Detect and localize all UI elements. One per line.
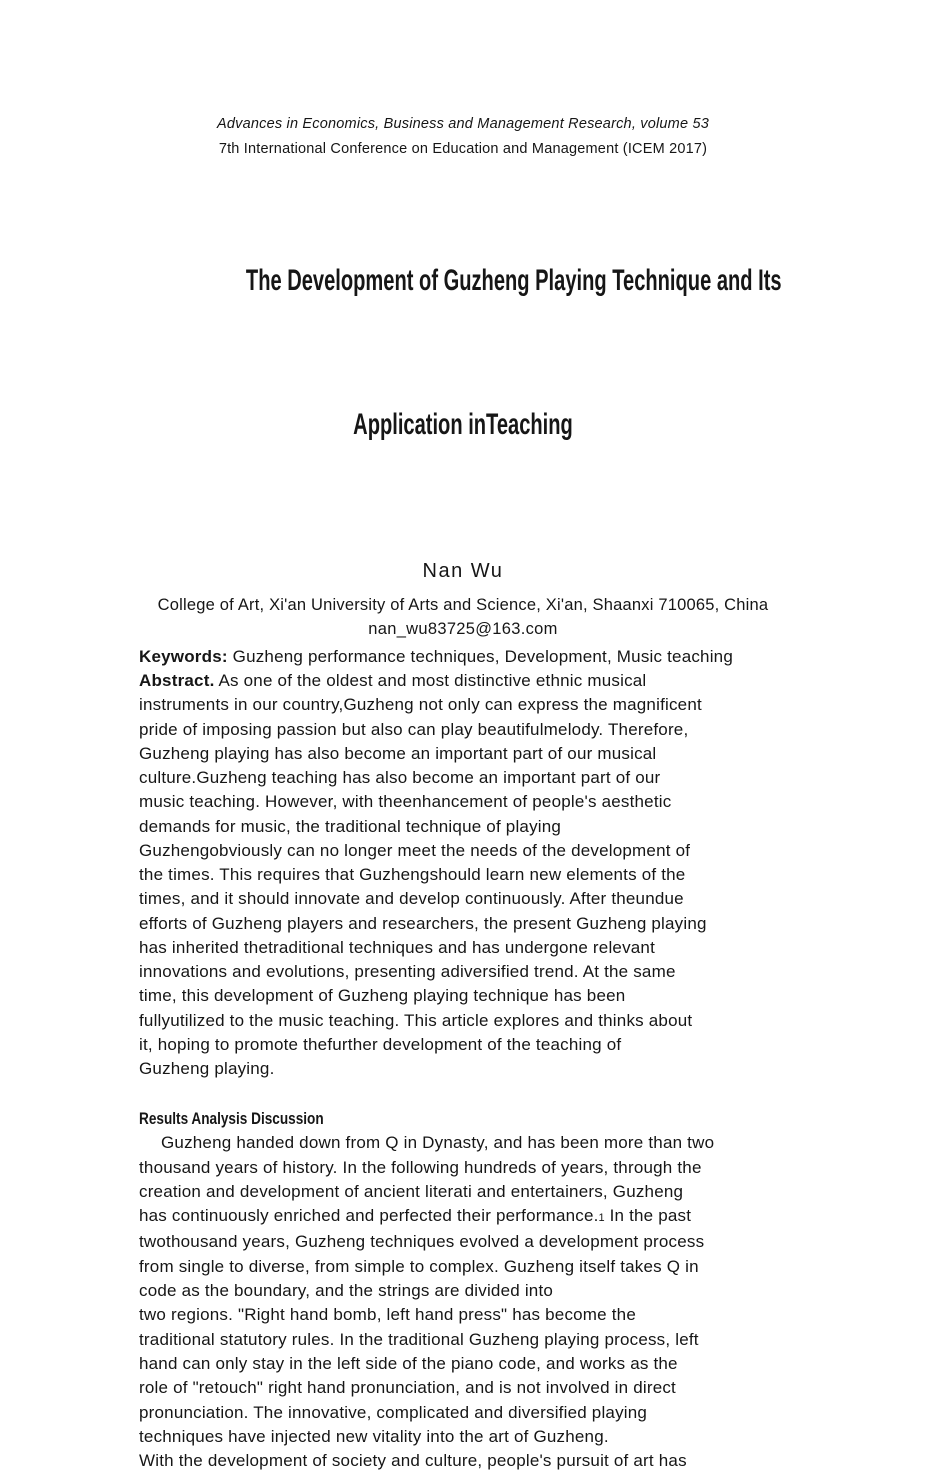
text-line: two regions. "Right hand bomb, left hand press" has become the xyxy=(139,1305,636,1325)
footnote-line-pre: has continuously enriched and perfected their performance. xyxy=(139,1206,599,1226)
footnote-marker: 1 xyxy=(598,1212,605,1225)
content-column xyxy=(139,112,787,1473)
text-line: Guzhengobviously can no longer meet the needs of the development of xyxy=(139,840,691,860)
text-line: time, this development of Guzheng playing technique has been xyxy=(139,986,626,1006)
text-line: thousand years of history. In the following hundreds of years, through the xyxy=(139,1157,702,1177)
body-paragraph xyxy=(139,1131,787,1473)
author-email: nan_wu83725@163.com xyxy=(368,620,558,638)
text-line: code as the boundary, and the strings are divided into xyxy=(139,1281,554,1301)
text-line: Guzheng playing has also become an important part of our musical xyxy=(139,743,657,763)
journal-series-line: Advances in Economics, Business and Management Research, volume 53 xyxy=(217,116,709,132)
abstract-first-line-text: As one of the oldest and most distinctive ethnic musical xyxy=(214,671,647,690)
text-line: it, hoping to promote thefurther development of the teaching of xyxy=(139,1034,622,1054)
paper-title-line1: The Development of Guzheng Playing Technique and Its xyxy=(245,264,782,297)
text-line: creation and development of ancient literati and entertainers, Guzheng xyxy=(139,1181,684,1201)
text-line: pronunciation. The innovative, complicated and diversified playing xyxy=(139,1402,648,1422)
text-line: Guzheng handed down from Q in Dynasty, and has been more than two xyxy=(161,1133,715,1153)
paper-page xyxy=(0,112,926,1471)
paper-title-line2: Application inTeaching xyxy=(353,408,573,441)
text-line: role of "retouch" right hand pronunciation, and is not involved in direct xyxy=(139,1378,676,1398)
text-line: pride of imposing passion but also can play beautifulmelody. Therefore, xyxy=(139,719,689,739)
text-line: has inherited thetraditional techniques and has undergone relevant xyxy=(139,937,656,957)
text-line: culture.Guzheng teaching has also become an important part of our xyxy=(139,768,661,787)
text-line: times, and it should innovate and develop continuously. After theundue xyxy=(139,889,684,909)
text-line: innovations and evolutions, presenting adiversified trend. At the same xyxy=(139,962,676,981)
text-line: traditional statutory rules. In the traditional Guzheng playing process, left xyxy=(139,1329,699,1349)
conference-line: 7th International Conference on Education and Management (ICEM 2017) xyxy=(218,140,708,157)
text-line: efforts of Guzheng players and researchers, the present Guzheng playing xyxy=(139,913,707,933)
paper-title xyxy=(139,161,787,545)
text-line: Guzheng playing. xyxy=(139,1059,275,1078)
keywords-label: Keywords: xyxy=(139,647,228,666)
keywords-text: Guzheng performance techniques, Development, Music teaching xyxy=(227,647,733,666)
text-line: the times. This requires that Guzhengshould learn new elements of the xyxy=(139,865,686,884)
text-line: from single to diverse, from simple to complex. Guzheng itself takes Q in xyxy=(139,1256,699,1276)
author-affiliation: College of Art, Xi'an University of Arts and Science, Xi'an, Shaanxi 710065, China xyxy=(157,596,769,614)
text-line: demands for music, the traditional technique of playing xyxy=(139,816,562,836)
text-line: fullyutilized to the music teaching. This article explores and thinks about xyxy=(139,1010,693,1030)
text-line-with-footnote xyxy=(139,1204,787,1230)
text-line: With the development of society and culture, people's pursuit of art has xyxy=(139,1451,687,1471)
abstract-block xyxy=(139,669,787,1081)
text-line: techniques have injected new vitality into the art of Guzheng. xyxy=(139,1426,609,1446)
abstract-label: Abstract. xyxy=(139,671,215,690)
text-line: hand can only stay in the left side of the piano code, and works as the xyxy=(139,1353,678,1373)
keywords-line xyxy=(139,645,787,669)
footnote-line-post: In the past xyxy=(604,1206,692,1226)
text-line: music teaching. However, with theenhancement of people's aesthetic xyxy=(139,792,672,812)
author-name: Nan Wu xyxy=(422,560,504,582)
journal-header xyxy=(139,112,787,161)
text-line: instruments in our country,Guzheng not only can express the magnificent xyxy=(139,695,702,715)
abstract-first-line xyxy=(139,669,787,693)
text-line: twothousand years, Guzheng techniques evolved a development process xyxy=(139,1232,705,1252)
section-heading: Results Analysis Discussion xyxy=(139,1109,324,1129)
